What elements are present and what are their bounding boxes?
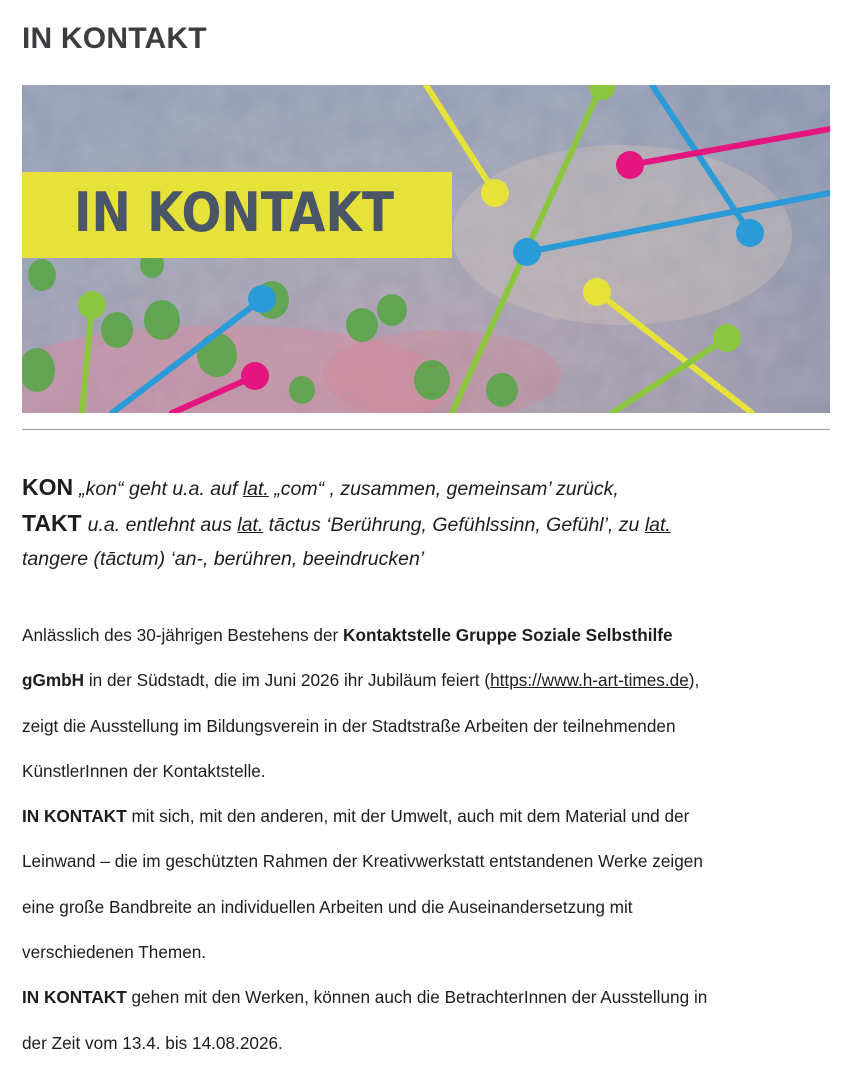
exhibition-banner-image bbox=[22, 85, 830, 413]
emphasis-in-kontakt: IN KONTAKT bbox=[22, 806, 127, 827]
text-row bbox=[22, 975, 832, 1020]
term-takt: TAKT bbox=[22, 510, 82, 536]
text-segment: ), bbox=[688, 670, 700, 691]
paragraph-anniversary bbox=[22, 613, 832, 794]
text-row: zeigt die Ausstellung im Bildungsverein in der Stadtstraße Arbeiten der teilnehmenden bbox=[22, 715, 676, 736]
text-row: verschiedenen Themen. bbox=[22, 942, 207, 963]
website-link[interactable]: https://www.h-art-times.de bbox=[490, 670, 689, 691]
description-text bbox=[22, 613, 832, 1066]
lat-abbrev: lat. bbox=[644, 514, 671, 536]
banner-label-text: IN KONTAKT bbox=[74, 181, 395, 244]
etymology-kon-line bbox=[22, 470, 822, 506]
text-row bbox=[22, 658, 832, 703]
page-title: IN KONTAKT bbox=[22, 22, 207, 55]
etymology-block bbox=[22, 470, 822, 576]
text-segment: Anlässlich des 30-jährigen Bestehens der bbox=[22, 625, 344, 645]
text-segment: gehen mit den Werken, können auch die BetrachterInnen der Ausstellung in bbox=[126, 987, 708, 1008]
organization-name: Kontaktstelle Gruppe Soziale Selbsthilfe bbox=[343, 625, 673, 645]
text-row: KünstlerInnen der Kontaktstelle. bbox=[22, 760, 266, 781]
takt-text-2: tāctus ‘Berührung, Gefühlssinn, Gefühl’, zu bbox=[263, 514, 645, 536]
lat-abbrev: lat. bbox=[237, 514, 264, 536]
paragraph-dates bbox=[22, 975, 832, 1066]
emphasis-in-kontakt: IN KONTAKT bbox=[22, 987, 127, 1008]
organization-name-suffix: gGmbH bbox=[22, 670, 85, 691]
divider bbox=[22, 429, 830, 430]
text-row: Leinwand – die im geschützten Rahmen der Kreativwerkstatt entstandenen Werke zeigen bbox=[22, 851, 703, 872]
etymology-takt-line bbox=[22, 506, 822, 542]
etymology-takt-line-2: tangere (tāctum) ‘an-, berühren, beeindrucken’ bbox=[22, 548, 425, 570]
lat-abbrev: lat. bbox=[242, 478, 269, 500]
text-row: der Zeit vom 13.4. bis 14.08.2026. bbox=[22, 1032, 283, 1053]
text-segment: mit sich, mit den anderen, mit der Umwelt, auch mit dem Material und der bbox=[126, 806, 690, 827]
term-kon: KON bbox=[22, 474, 74, 500]
text-row bbox=[22, 613, 832, 658]
takt-text-1: u.a. entlehnt aus bbox=[87, 514, 238, 536]
kon-text-2: „com“ , zusammen, gemeinsam’ zurück, bbox=[268, 478, 619, 500]
text-row: eine große Bandbreite an individuellen Arbeiten und die Auseinandersetzung mit bbox=[22, 896, 633, 917]
kon-text-1: „kon“ geht u.a. auf bbox=[79, 478, 243, 500]
text-segment: in der Südstadt, die im Juni 2026 ihr Jubiläum feiert ( bbox=[84, 670, 491, 691]
paragraph-contact bbox=[22, 794, 832, 975]
text-row bbox=[22, 794, 832, 839]
